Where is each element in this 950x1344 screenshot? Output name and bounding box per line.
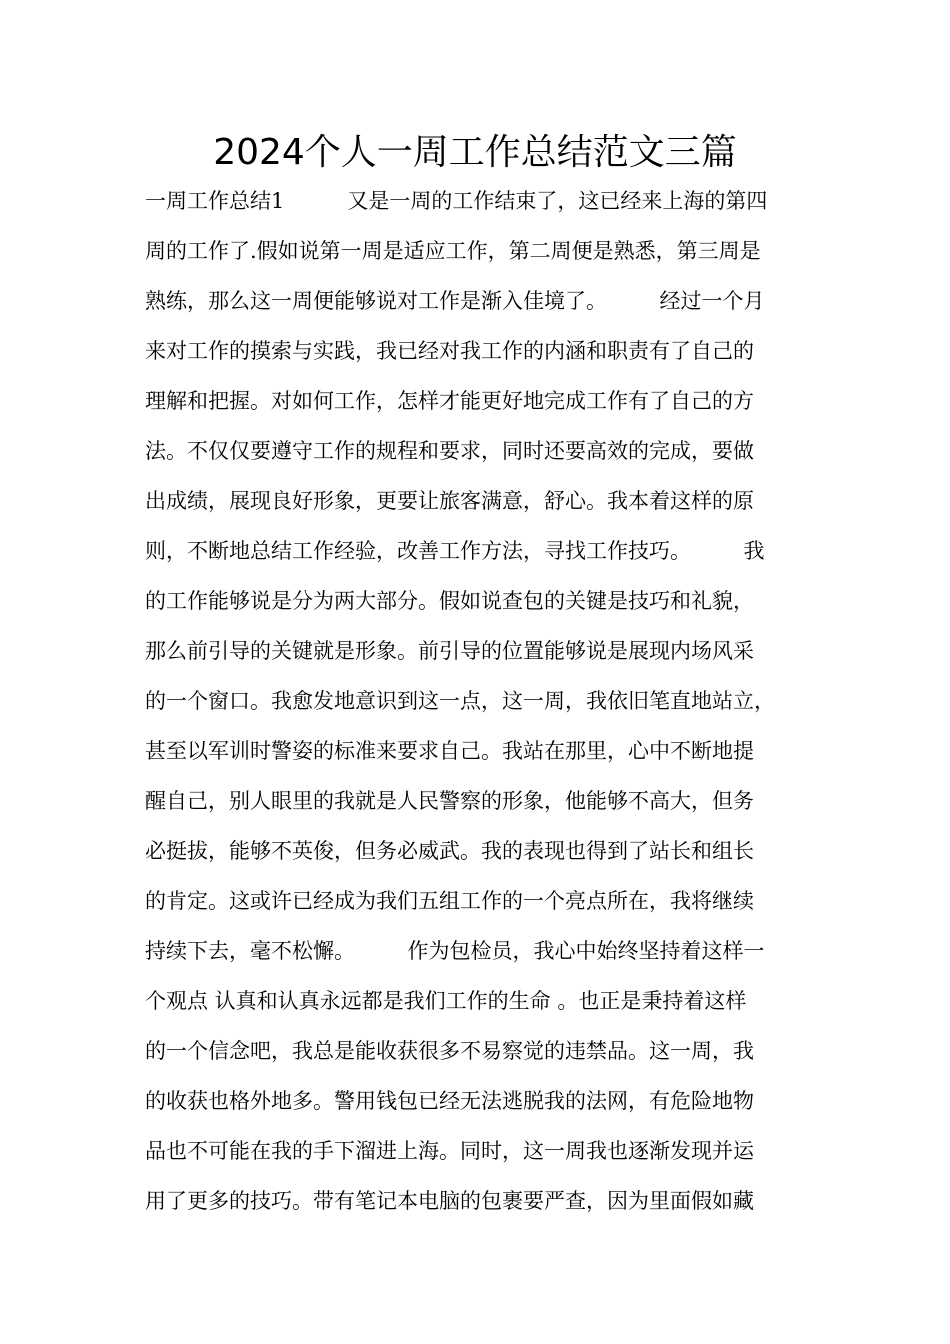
body-line: 的肯定。这或许已经成为我们五组工作的一个亮点所在，我将继续 <box>145 889 754 913</box>
body-line: 用了更多的技巧。带有笔记本电脑的包裹要严查，因为里面假如藏 <box>145 1189 754 1213</box>
document-title: 2024个人一周工作总结范文三篇 <box>213 132 737 173</box>
body-line: 持续下去，毫不松懈。 作为包检员，我心中始终坚持着这样一 <box>145 939 765 963</box>
body-line: 法。不仅仅要遵守工作的规程和要求，同时还要高效的完成，要做 <box>145 439 754 463</box>
body-line: 熟练，那么这一周便能够说对工作是渐入佳境了。 经过一个月 <box>145 289 765 313</box>
body-line: 必挺拔，能够不英俊，但务必威武。我的表现也得到了站长和组长 <box>145 839 754 863</box>
body-line: 品也不可能在我的手下溜进上海。同时，这一周我也逐渐发现并运 <box>145 1139 754 1163</box>
body-line: 那么前引导的关键就是形象。前引导的位置能够说是展现内场风采 <box>145 639 754 663</box>
body-line: 的工作能够说是分为两大部分。假如说查包的关键是技巧和礼貌， <box>145 589 754 613</box>
body-line: 的一个信念吧，我总是能收获很多不易察觉的违禁品。这一周，我 <box>145 1039 754 1063</box>
body-line: 来对工作的摸索与实践，我已经对我工作的内涵和职责有了自己的 <box>145 339 754 363</box>
body-line: 甚至以军训时警姿的标准来要求自己。我站在那里，心中不断地提 <box>145 739 754 763</box>
body-line: 理解和把握。对如何工作，怎样才能更好地完成工作有了自己的方 <box>145 389 754 413</box>
body-line: 醒自己，别人眼里的我就是人民警察的形象，他能够不高大，但务 <box>145 789 754 813</box>
body-line: 个观点 认真和认真永远都是我们工作的生命 。也正是秉持着这样 <box>145 989 747 1013</box>
document-body <box>145 176 825 1226</box>
body-line: 则，不断地总结工作经验，改善工作方法，寻找工作技巧。 我 <box>145 539 765 563</box>
body-line: 出成绩，展现良好形象，更要让旅客满意，舒心。我本着这样的原 <box>145 489 754 513</box>
body-line: 一周工作总结1 又是一周的工作结束了，这已经来上海的第四 <box>145 189 768 213</box>
body-line: 的一个窗口。我愈发地意识到这一点，这一周，我依旧笔直地站立， <box>145 689 775 713</box>
body-line: 周的工作了.假如说第一周是适应工作，第二周便是熟悉，第三周是 <box>145 239 761 263</box>
body-line: 的收获也格外地多。警用钱包已经无法逃脱我的法网，有危险地物 <box>145 1089 754 1113</box>
